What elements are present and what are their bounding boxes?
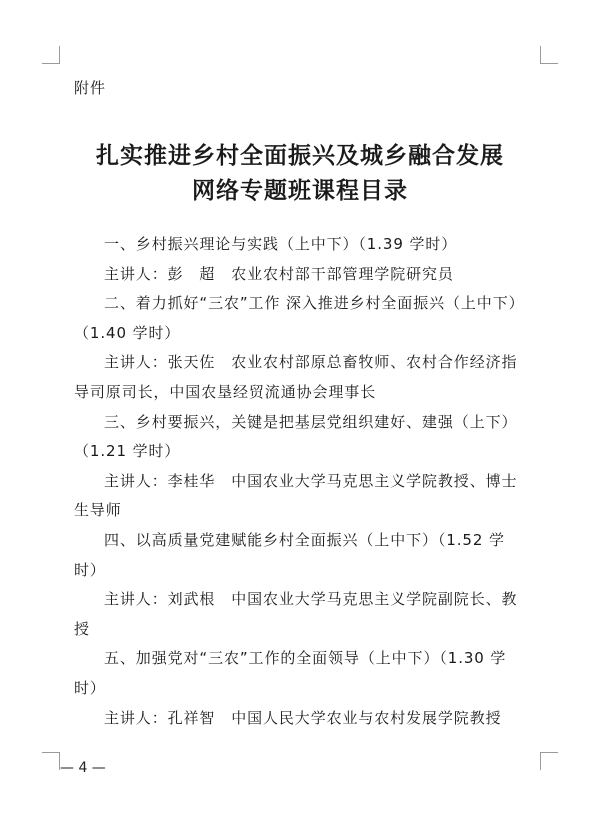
course-title: 五、加强党对“三农”工作的全面领导（上中下）（1.30 学时）: [74, 649, 507, 697]
course-speaker: 主讲人：张天佐 农业农村部原总畜牧师、农村合作经济指导司原司长，中国农垦经贸流通协会理事长: [74, 353, 518, 401]
course-speaker: 主讲人：刘武根 中国农业大学马克思主义学院副院长、教授: [74, 590, 518, 638]
page-title-line-1: 扎实推进乡村全面振兴及城乡融合发展: [96, 142, 504, 169]
crop-mark-bottom-right-v: [540, 752, 541, 770]
crop-mark-top-left-v: [59, 46, 60, 64]
crop-mark-bottom-left: [42, 752, 60, 753]
course-list: [74, 230, 524, 733]
crop-mark-top-left: [42, 63, 60, 64]
course-speaker: 主讲人：彭 超 农业农村部干部管理学院研究员: [104, 264, 454, 283]
crop-mark-top-right-v: [540, 46, 541, 64]
course-title: 二、着力抓好“三农”工作 深入推进乡村全面振兴（上中下）（1.40 学时）: [74, 294, 518, 342]
course-title: 三、乡村要振兴，关键是把基层党组织建好、建强（上下）（1.21 学时）: [74, 412, 518, 461]
crop-mark-top-right: [540, 63, 558, 64]
course-title: 一、乡村振兴理论与实践（上中下）（1.39 学时）: [104, 235, 458, 253]
page-title-line-2: 网络专题班课程目录: [192, 177, 408, 204]
crop-mark-bottom-right: [540, 752, 558, 753]
course-speaker: 主讲人：李桂华 中国农业大学马克思主义学院教授、博士生导师: [74, 471, 518, 520]
page-number: — 4 —: [60, 760, 106, 776]
course-title: 四、以高质量党建赋能乡村全面振兴（上中下）（1.52 学时）: [74, 530, 505, 579]
course-speaker: 主讲人：孔祥智 中国人民大学农业与农村发展学院教授: [104, 708, 502, 727]
attachment-label: 附件: [74, 79, 107, 97]
